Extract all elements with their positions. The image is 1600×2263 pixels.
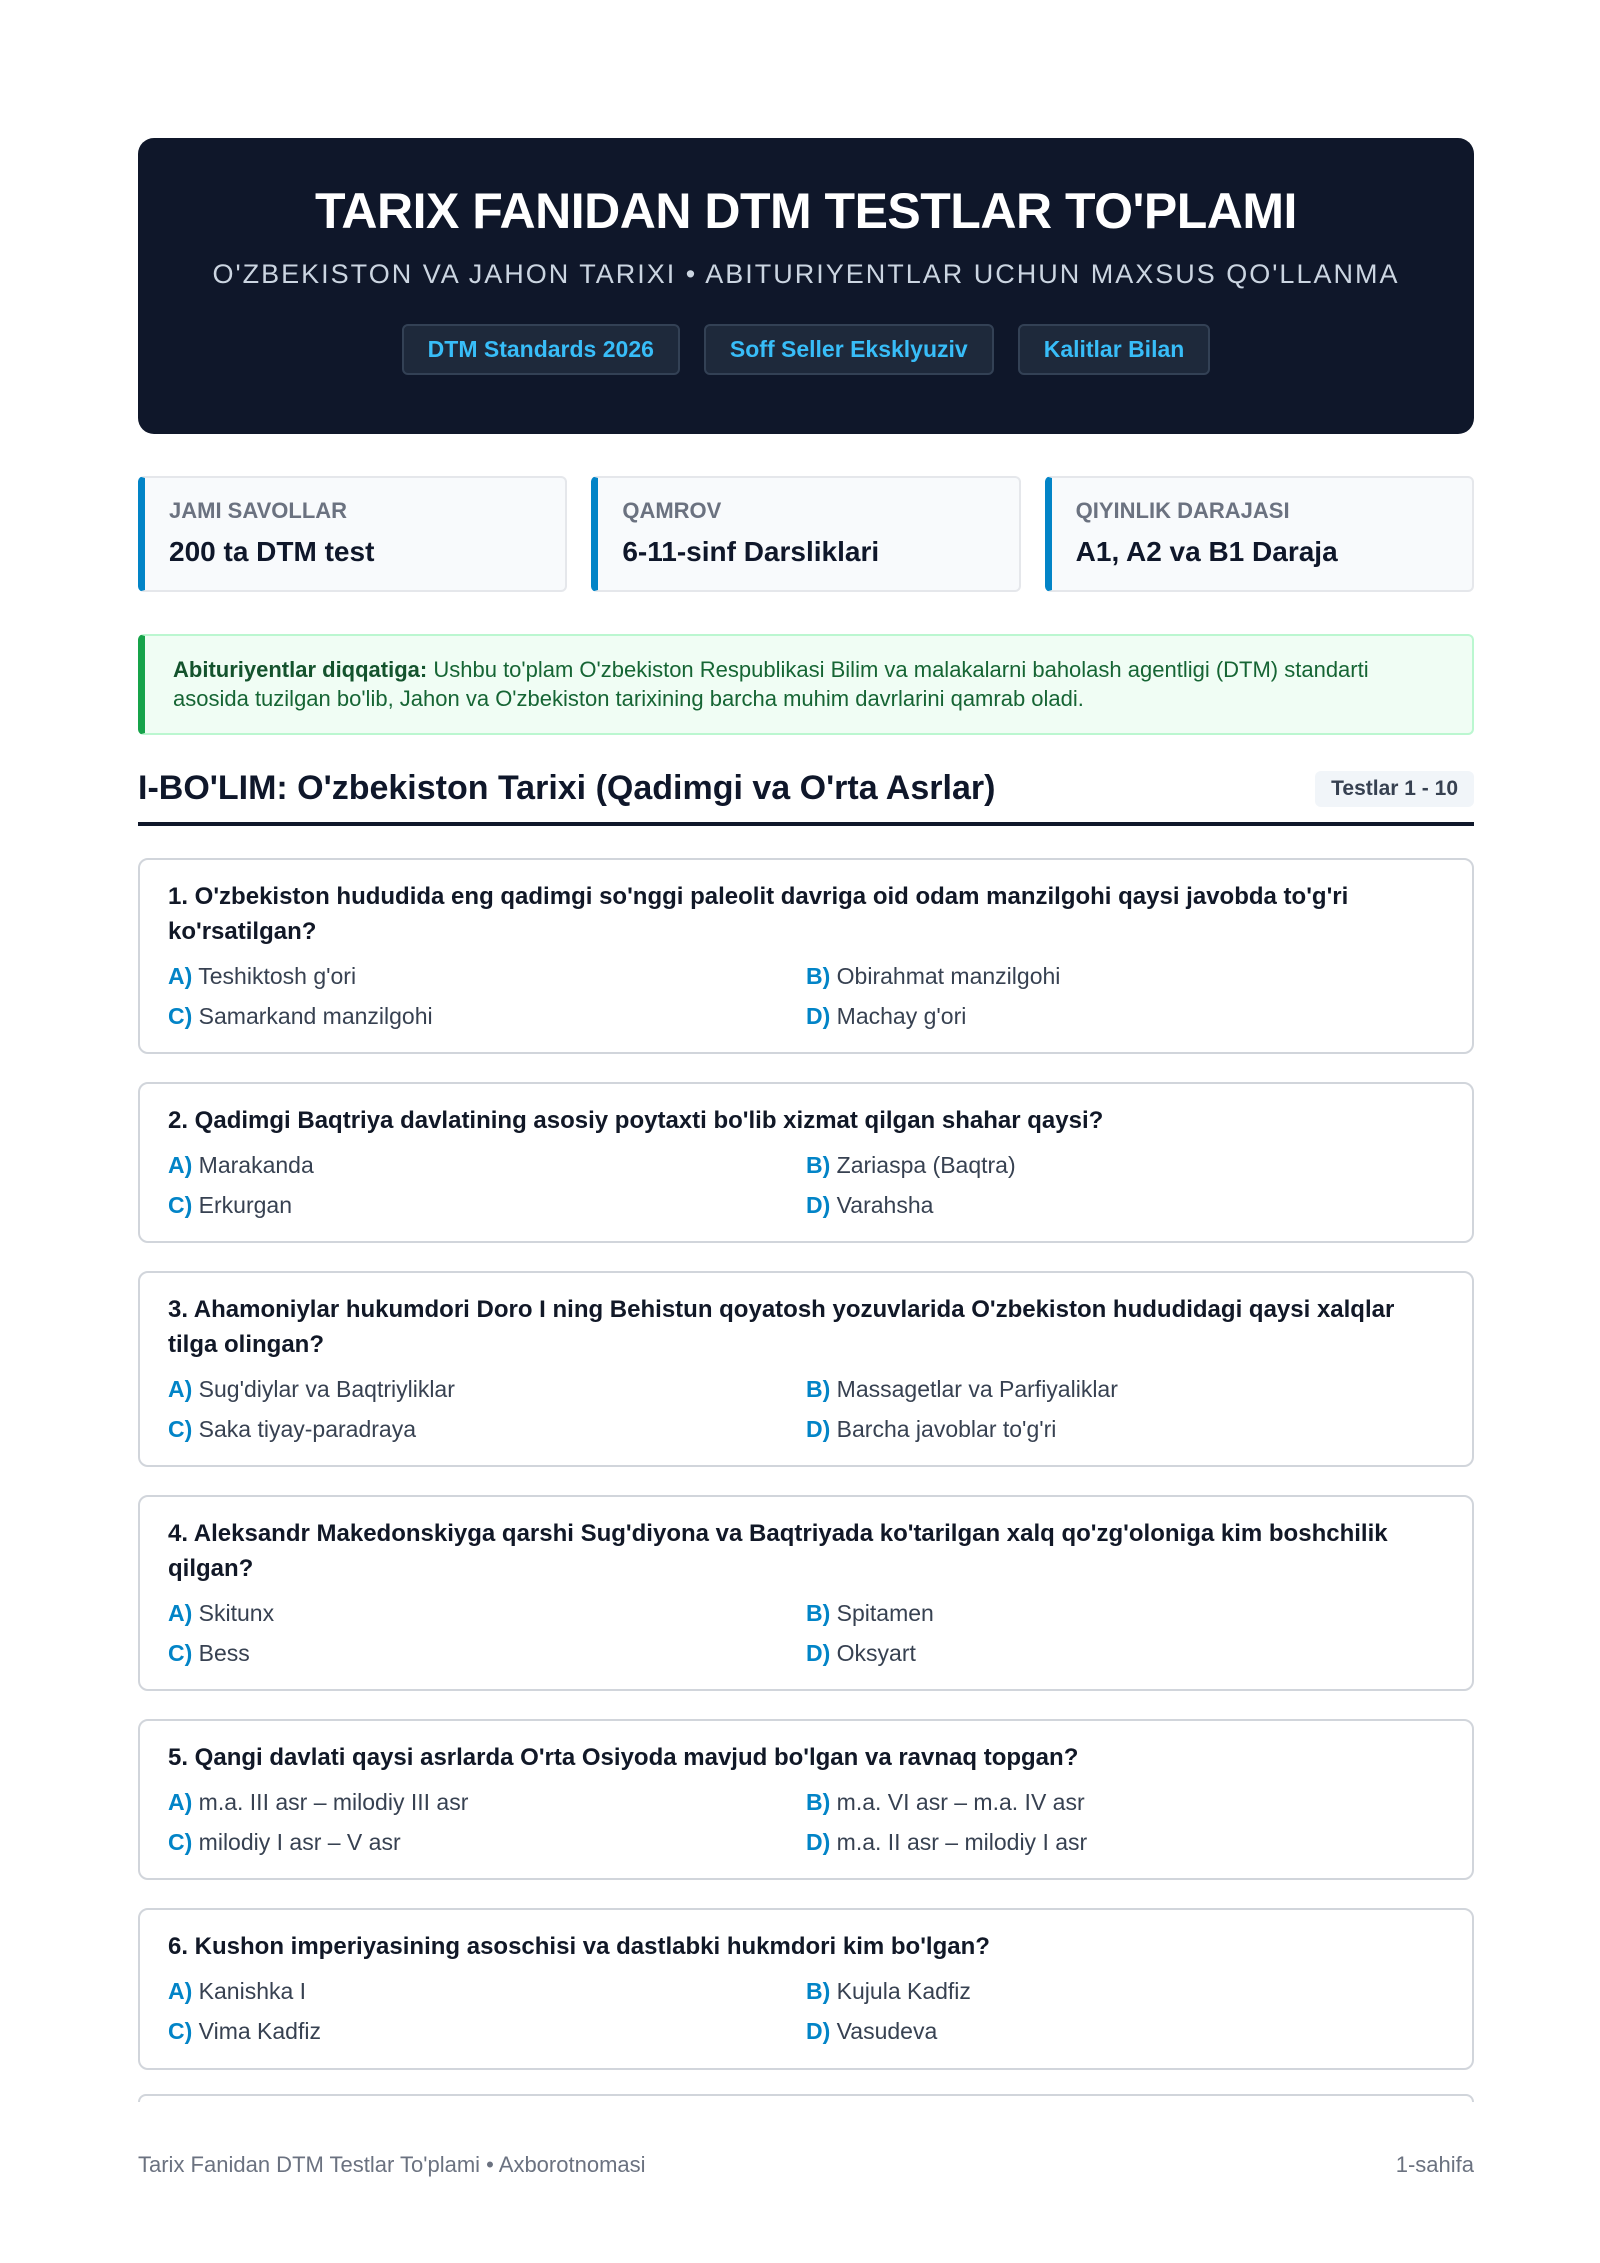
section-range-badge: Testlar 1 - 10 xyxy=(1315,771,1474,807)
option-letter: C) xyxy=(168,1829,193,1856)
option-text: Kanishka I xyxy=(198,1978,307,2005)
option-letter: B) xyxy=(806,1151,831,1178)
option-letter: B) xyxy=(806,1789,831,1816)
option-text: milodiy I asr – V asr xyxy=(198,1829,401,1856)
option-text: Saka tiyay-paradraya xyxy=(198,1416,417,1443)
section-title: I-BO'LIM: O'zbekiston Tarixi (Qadimgi va O'rta Asrlar) xyxy=(138,769,996,808)
option-d xyxy=(806,1826,1444,1858)
stat-label: JAMI SAVOLLAR xyxy=(169,498,348,523)
option-text: Obirahmat manzilgohi xyxy=(836,962,1061,989)
stats-row xyxy=(138,476,1474,592)
option-letter: C) xyxy=(168,1002,193,1029)
option-letter: A) xyxy=(168,1151,193,1178)
option-a xyxy=(168,1373,806,1405)
question-text: 2. Qadimgi Baqtriya davlatining asosiy poytaxti bo'lib xizmat qilgan shahar qaysi? xyxy=(168,1107,1104,1135)
answer-options xyxy=(168,960,1444,1032)
option-a xyxy=(168,1786,806,1818)
option-c xyxy=(168,1413,806,1445)
document-page xyxy=(138,138,1474,2102)
option-d xyxy=(806,1000,1444,1032)
option-text: m.a. VI asr – m.a. IV asr xyxy=(836,1789,1085,1816)
option-b xyxy=(806,960,1444,992)
badge-standards: DTM Standards 2026 xyxy=(402,324,680,375)
option-letter: D) xyxy=(806,1002,831,1029)
question-list xyxy=(138,858,1474,2101)
question-card xyxy=(138,1719,1474,1880)
option-letter: D) xyxy=(806,1192,831,1219)
option-text: Marakanda xyxy=(198,1151,314,1178)
option-text: Bess xyxy=(198,1640,250,1667)
option-d xyxy=(806,1637,1444,1669)
document-title: TARIX FANIDAN DTM TESTLAR TO'PLAMI xyxy=(315,183,1297,239)
answer-options xyxy=(168,1975,1444,2047)
question-card xyxy=(138,858,1474,1054)
option-letter: B) xyxy=(806,1375,831,1402)
option-text: Zariaspa (Baqtra) xyxy=(836,1151,1016,1178)
option-d xyxy=(806,1413,1444,1445)
page-number: 1-sahifa xyxy=(1395,2152,1474,2177)
option-b xyxy=(806,1786,1444,1818)
stat-value: 200 ta DTM test xyxy=(169,536,375,567)
option-letter: A) xyxy=(168,1599,193,1626)
header-banner xyxy=(138,138,1474,434)
option-letter: D) xyxy=(806,1640,831,1667)
option-a xyxy=(168,1975,806,2007)
option-b xyxy=(806,1149,1444,1181)
option-text: Spitamen xyxy=(836,1599,934,1626)
notice-text: Ushbu to'plam O'zbekiston Respublikasi Bilim va malakalarni baholash agentligi (DTM) standarti asosida tuzilgan bo'lib, Jahon va O'zbekiston tarixining barcha muhim davrlarini qamrab oladi. xyxy=(173,657,1369,711)
option-letter: A) xyxy=(168,1978,193,2005)
option-letter: C) xyxy=(168,1640,193,1667)
option-d xyxy=(806,1189,1444,1221)
document-subtitle: O'ZBEKISTON VA JAHON TARIXI • ABITURIYENTLAR UCHUN MAXSUS QO'LLANMA xyxy=(212,259,1400,289)
option-text: Oksyart xyxy=(836,1640,916,1667)
question-card xyxy=(138,1908,1474,2069)
answer-options xyxy=(168,1149,1444,1221)
option-b xyxy=(806,1373,1444,1405)
option-c xyxy=(168,1000,806,1032)
option-d xyxy=(806,2015,1444,2047)
question-card-cut-off xyxy=(138,2094,1474,2102)
question-text: 6. Kushon imperiyasining asoschisi va dastlabki hukmdori kim bo'lgan? xyxy=(168,1933,990,1961)
notice-lead: Abituriyentlar diqqatiga: xyxy=(173,657,428,682)
stat-value: 6-11-sinf Darsliklari xyxy=(622,536,880,567)
option-text: Varahsha xyxy=(836,1192,934,1219)
stat-label: QAMROV xyxy=(622,498,722,523)
question-card xyxy=(138,1495,1474,1691)
stat-card-difficulty xyxy=(1045,476,1474,592)
option-letter: B) xyxy=(806,1599,831,1626)
option-text: Massagetlar va Parfiyaliklar xyxy=(836,1375,1118,1402)
question-text: 5. Qangi davlati qaysi asrlarda O'rta Osiyoda mavjud bo'lgan va ravnaq topgan? xyxy=(168,1744,1079,1772)
option-text: Kujula Kadfiz xyxy=(836,1978,971,2005)
option-text: Vima Kadfiz xyxy=(198,2018,321,2045)
answer-options xyxy=(168,1597,1444,1669)
option-letter: A) xyxy=(168,1375,193,1402)
option-a xyxy=(168,1149,806,1181)
question-text: 3. Ahamoniylar hukumdori Doro I ning Behistun qoyatosh yozuvlarida O'zbekiston hududidagi qaysi xalqlar tilga olingan? xyxy=(168,1296,1395,1359)
page-footer xyxy=(138,2152,1474,2178)
option-text: m.a. III asr – milodiy III asr xyxy=(198,1789,469,1816)
option-text: Vasudeva xyxy=(836,2018,938,2045)
option-text: Barcha javoblar to'g'ri xyxy=(836,1416,1057,1443)
option-letter: A) xyxy=(168,962,193,989)
stat-card-coverage xyxy=(591,476,1020,592)
option-text: Erkurgan xyxy=(198,1192,292,1219)
option-letter: D) xyxy=(806,1829,831,1856)
stat-label: QIYINLIK DARAJASI xyxy=(1075,498,1290,523)
question-text: 4. Aleksandr Makedonskiyga qarshi Sug'diyona va Baqtriyada ko'tarilgan xalq qo'zg'oloniga kim boshchilik qilgan? xyxy=(168,1520,1388,1583)
option-text: Machay g'ori xyxy=(836,1002,967,1029)
badge-exclusive: Soff Seller Eksklyuziv xyxy=(704,324,994,375)
answer-options xyxy=(168,1373,1444,1445)
option-b xyxy=(806,1975,1444,2007)
option-c xyxy=(168,1826,806,1858)
answer-options xyxy=(168,1786,1444,1858)
notice-box xyxy=(138,634,1474,735)
option-c xyxy=(168,2015,806,2047)
option-letter: D) xyxy=(806,2018,831,2045)
option-text: Teshiktosh g'ori xyxy=(198,962,357,989)
option-letter: C) xyxy=(168,2018,193,2045)
badge-keys: Kalitlar Bilan xyxy=(1018,324,1211,375)
option-letter: C) xyxy=(168,1192,193,1219)
header-badges xyxy=(138,324,1474,375)
stat-value: A1, A2 va B1 Daraja xyxy=(1075,536,1338,567)
option-text: m.a. II asr – milodiy I asr xyxy=(836,1829,1088,1856)
option-text: Sug'diylar va Baqtriyliklar xyxy=(198,1375,455,1402)
option-letter: B) xyxy=(806,962,831,989)
option-c xyxy=(168,1637,806,1669)
option-letter: A) xyxy=(168,1789,193,1816)
option-text: Skitunx xyxy=(198,1599,275,1626)
option-letter: B) xyxy=(806,1978,831,2005)
option-letter: D) xyxy=(806,1416,831,1443)
section-header xyxy=(138,769,1474,826)
option-text: Samarkand manzilgohi xyxy=(198,1002,433,1029)
option-c xyxy=(168,1189,806,1221)
option-a xyxy=(168,1597,806,1629)
footer-title: Tarix Fanidan DTM Testlar To'plami • Axborotnomasi xyxy=(138,2152,646,2177)
option-letter: C) xyxy=(168,1416,193,1443)
question-text: 1. O'zbekiston hududida eng qadimgi so'nggi paleolit davriga oid odam manzilgohi qaysi javobda to'g'ri ko'rsatilgan? xyxy=(168,883,1349,945)
option-a xyxy=(168,960,806,992)
question-card xyxy=(138,1082,1474,1243)
question-card xyxy=(138,1271,1474,1467)
stat-card-total xyxy=(138,476,567,592)
option-b xyxy=(806,1597,1444,1629)
